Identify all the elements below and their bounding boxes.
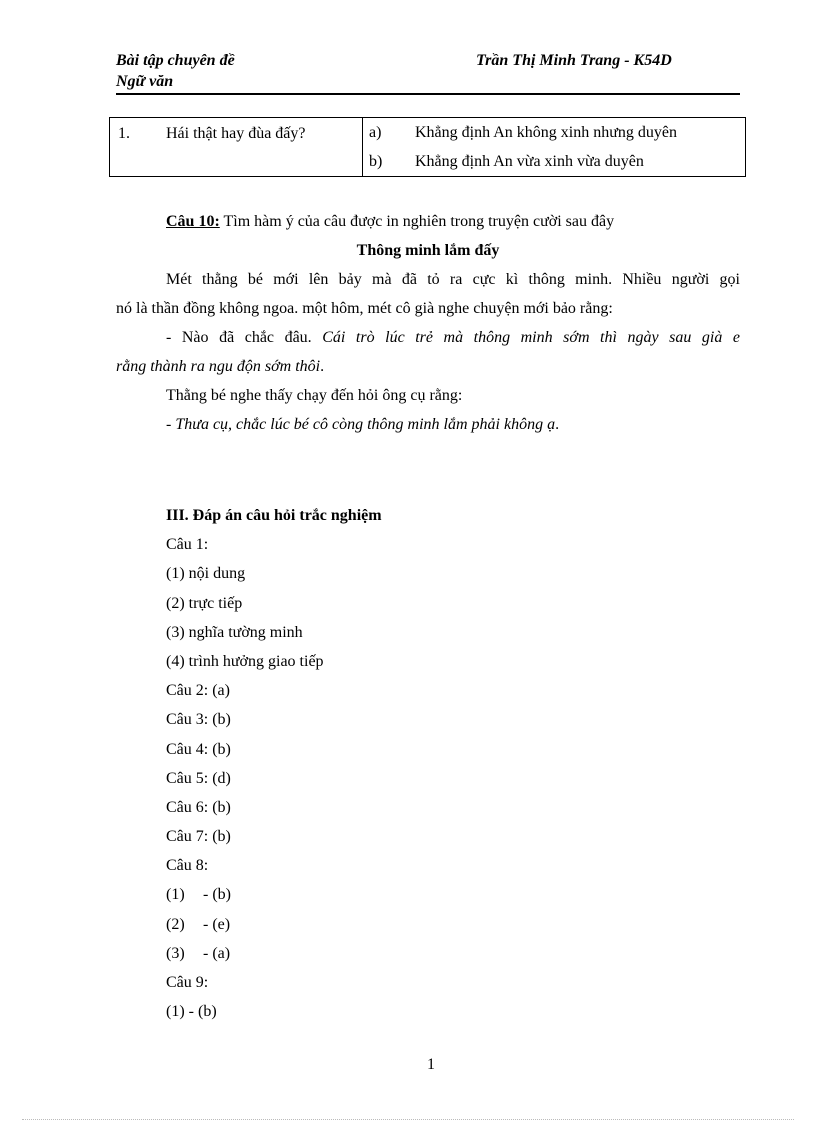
option-text: Khẳng định An vừa xinh vừa duyên xyxy=(415,153,644,170)
cau10-label: Câu 10: xyxy=(166,213,220,230)
list-item: (1) nội dung xyxy=(166,565,246,583)
option-a xyxy=(363,118,745,147)
answers-heading: III. Đáp án câu hỏi trắc nghiệm xyxy=(166,507,382,524)
header-divider xyxy=(116,93,740,95)
table-cell-question xyxy=(110,118,363,177)
answers-section xyxy=(166,501,726,1026)
header-subject xyxy=(116,50,416,92)
cau8-num: (1) xyxy=(166,886,185,904)
table-row xyxy=(110,118,746,177)
story-quote-italic: Cái trò lúc trẻ mà thông minh sớm thì ngày sau già e xyxy=(311,329,740,346)
list-item xyxy=(166,939,726,968)
cau8-ans: - (e) xyxy=(203,915,231,933)
answer-item: Câu 4: (b) xyxy=(166,740,231,758)
story-para1-line1: Mét thằng bé mới lên bảy mà đã tỏ ra cực kì thông minh. Nhiều người gọi xyxy=(166,271,740,288)
header-subject-line2: Ngữ văn xyxy=(116,73,174,90)
cau8-ans: - (a) xyxy=(203,944,231,962)
page-number: 1 xyxy=(427,1056,435,1073)
answer-item: Câu 5: (d) xyxy=(166,769,231,787)
cau1-label: Câu 1: xyxy=(166,536,209,554)
list-item: (1) - (b) xyxy=(166,1003,217,1021)
story-quote-lead: - Nào đã chắc đâu. xyxy=(166,329,312,346)
question-table xyxy=(109,117,746,177)
story-title: Thông minh lắm đấy xyxy=(356,242,500,259)
story-quote-line1 xyxy=(116,323,740,352)
option-label: a) xyxy=(369,124,382,141)
story-reply-line xyxy=(116,410,740,439)
cau8-label: Câu 8: xyxy=(166,857,209,875)
answer-item: Câu 3: (b) xyxy=(166,711,231,729)
answer-item: Câu 2: (a) xyxy=(166,682,230,700)
cau9-label: Câu 9: xyxy=(166,974,209,991)
story-reply-end: . xyxy=(555,416,560,433)
cau10-section xyxy=(116,207,740,439)
list-item: (3) nghĩa tường minh xyxy=(166,623,303,641)
story-reply: - Thưa cụ, chắc lúc bé cô còng thông minh lắm phải không ạ xyxy=(166,416,556,433)
answer-item: Câu 7: (b) xyxy=(166,828,231,846)
answer-item: Câu 6: (b) xyxy=(166,798,231,816)
option-b xyxy=(363,147,745,176)
cau10-prompt-line xyxy=(116,207,740,236)
option-text: Khẳng định An không xinh nhưng duyên xyxy=(415,124,677,141)
story-quote-italic-2: rằng thành ra ngu độn sớm thôi xyxy=(116,358,321,375)
cau8-num: (2) xyxy=(166,915,185,933)
cau8-ans: - (b) xyxy=(203,886,231,904)
header-author: Trần Thị Minh Trang - K54D xyxy=(476,52,672,69)
list-item xyxy=(166,910,726,939)
page-bottom-edge xyxy=(22,1119,794,1120)
story-quote-end: . xyxy=(320,358,325,375)
cau10-prompt: Tìm hàm ý của câu được in nghiên trong truyện cười sau đây xyxy=(219,213,615,230)
question-text: Hái thật hay đùa đấy? xyxy=(166,125,306,142)
list-item: (2) trực tiếp xyxy=(166,594,243,612)
story-para2: Thằng bé nghe thấy chạy đến hỏi ông cụ rằng: xyxy=(166,387,463,404)
cau8-num: (3) xyxy=(166,944,185,962)
table-cell-options xyxy=(363,118,746,177)
list-item: (4) trình hưởng giao tiếp xyxy=(166,652,324,670)
option-label: b) xyxy=(369,153,383,170)
question-number: 1. xyxy=(118,125,130,142)
list-item xyxy=(166,880,726,909)
story-quote-line2 xyxy=(116,352,740,381)
story-para1-line2: nó là thần đồng không ngoa. một hôm, mét cô già nghe chuyện mới bảo rằng: xyxy=(116,300,613,317)
header-subject-line1: Bài tập chuyên đề xyxy=(116,52,235,69)
